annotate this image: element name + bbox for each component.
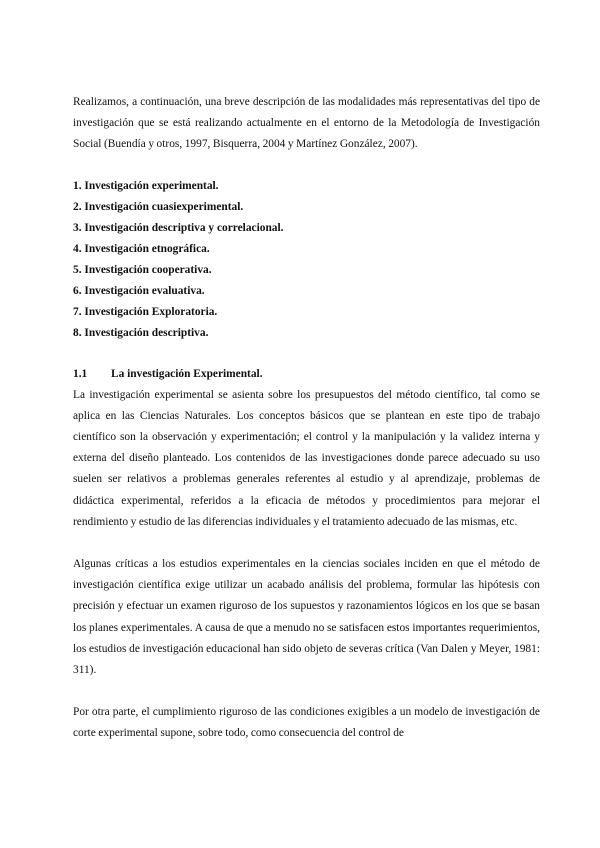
list-item: 2. Investigación cuasiexperimental. (73, 200, 244, 213)
list-item: 8. Investigación descriptiva. (73, 326, 209, 339)
list-item: 3. Investigación descriptiva y correlacional. (73, 221, 284, 234)
body-paragraph: Algunas críticas a los estudios experimentales en la ciencias sociales inciden en que el método de investigación científica exige utilizar un acabado análisis del problema, formular las hipótesis con precisión y efectuar un examen riguroso de los supuestos y razonamientos lógicos en los que se basan los planes experimentales. A causa de que a menudo no se satisfacen estos importantes requerimientos, los estudios de investigación educacional han sido objeto de severas crítica (Van Dalen y Meyer, 1981: 311). (73, 558, 540, 677)
research-types-list (73, 176, 540, 344)
list-item: 1. Investigación experimental. (73, 179, 219, 192)
section-heading (73, 364, 540, 385)
list-item: 5. Investigación cooperativa. (73, 263, 212, 276)
body-paragraph: Por otra parte, el cumplimiento riguroso de las condiciones exigibles a un modelo de investigación de corte experimental supone, sobre todo, como consecuencia del control de (73, 706, 540, 740)
section-number: 1.1 (73, 367, 88, 380)
list-item: 6. Investigación evaluativa. (73, 284, 205, 297)
list-item: 7. Investigación Exploratoria. (73, 305, 218, 318)
section-title: La investigación Experimental. (111, 367, 263, 380)
body-paragraph: La investigación experimental se asienta sobre los presupuestos del método científico, tal como se aplica en las Ciencias Naturales. Los conceptos básicos que se plantean en este tipo de trabajo científico son la observación y experimentación; el control y la manipulación y la validez interna y externa del diseño planteado. Los contenidos de las investigaciones donde parece adecuado su uso suelen ser relativos a problemas generales referentes al estudio y al aprendizaje, problemas de didáctica experimental, referidos a la eficacia de métodos y procedimientos para mejorar el rendimiento y estudio de las diferencias individuales y el tratamiento adecuado de las mismas, etc. (73, 388, 540, 528)
list-item: 4. Investigación etnográfica. (73, 242, 210, 255)
intro-paragraph: Realizamos, a continuación, una breve descripción de las modalidades más representativas del tipo de investigación que se está realizando actualmente en el entorno de la Metodología de Investigación Social (Buendía y otros, 1997, Bisquerra, 2004 y Martínez González, 2007). (73, 96, 540, 151)
